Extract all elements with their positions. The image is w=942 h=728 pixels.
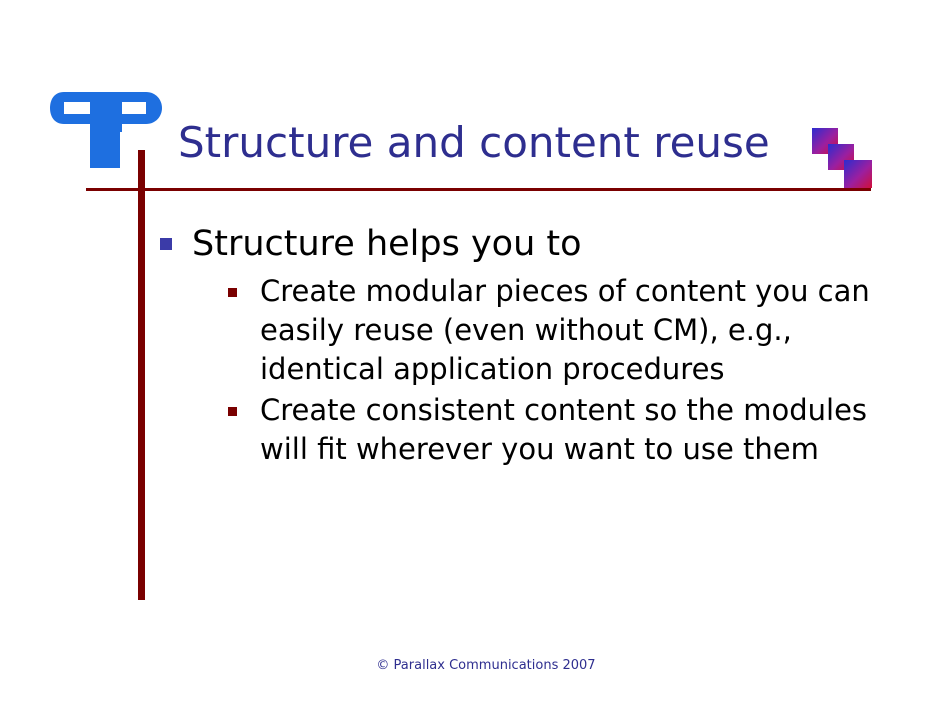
square-bullet-icon <box>228 288 237 297</box>
sub-bullet-line: identical application procedures <box>260 352 725 386</box>
sub-bullet-line: easily reuse (even without CM), e.g., <box>260 313 792 347</box>
sub-bullet-list <box>192 272 880 469</box>
parallax-logo-icon <box>50 86 162 168</box>
sub-bullet-line: will fit wherever you want to use them <box>260 432 819 466</box>
square-bullet-icon <box>160 238 172 250</box>
title-divider <box>86 188 871 191</box>
stacked-squares-icon <box>812 128 874 190</box>
sub-bullet-line: Create consistent content so the modules <box>260 393 868 427</box>
bullet-item <box>160 222 880 469</box>
bullet-list <box>160 222 880 471</box>
sub-bullet-item <box>228 272 880 389</box>
vertical-accent-rule <box>138 150 145 600</box>
sub-bullet-item <box>228 391 880 469</box>
square-bullet-icon <box>228 407 237 416</box>
footer-copyright: © Parallax Communications 2007 <box>376 658 596 673</box>
sub-bullet-line: Create modular pieces of content you can <box>260 274 870 308</box>
bullet-text: Structure helps you to <box>192 224 582 264</box>
slide-title: Structure and content reuse <box>178 118 770 167</box>
